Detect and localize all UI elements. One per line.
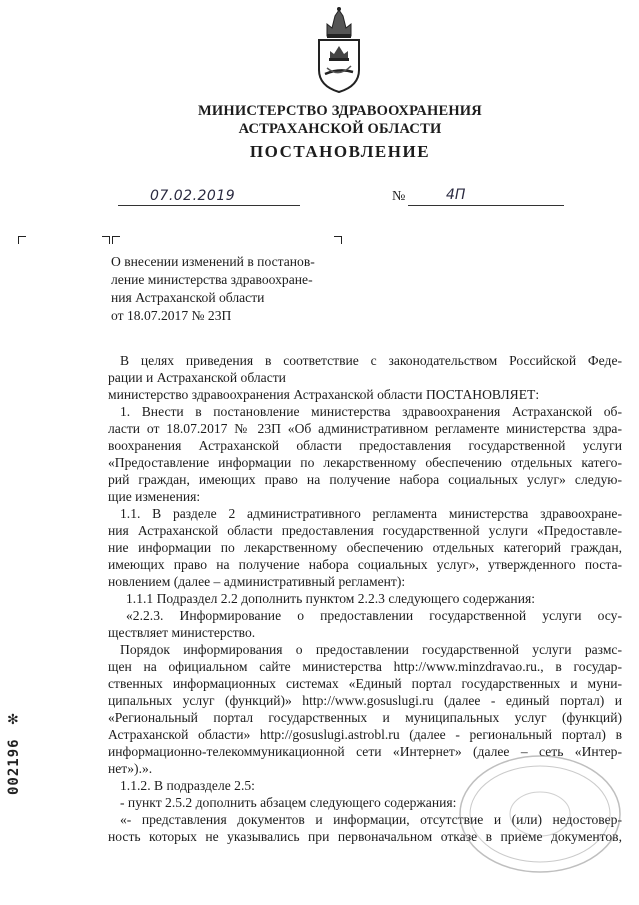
subject-line: ния Астраханской области — [111, 290, 265, 305]
body-line: нет»).». — [108, 761, 153, 776]
body-line: ципальных услуг (функций)» http://www.gosuslugi.ru (далее - единый портал) и — [108, 693, 622, 708]
date-underline — [118, 205, 300, 206]
body-line: щие изменения: — [108, 489, 201, 504]
document-type: ПОСТАНОВЛЕНИЕ — [249, 142, 431, 161]
body-line: ществляет министерство. — [108, 625, 256, 640]
subject-line: от 18.07.2017 № 23П — [111, 308, 232, 323]
body-line: «- представления документов и информации, отсутствие и (или) недостовер- — [120, 812, 622, 827]
body-line: рий граждан, имеющих право на получение набора социальных услуг» следую- — [108, 472, 622, 487]
body-line: 1. Внести в постановление министерства здравоохранения Астраханской об- — [120, 404, 622, 419]
body-line: щен на официальном сайте министерства http://www.minzdravao.ru., в государ- — [108, 659, 622, 674]
body-line: 1.1.2. В подразделе 2.5: — [120, 778, 255, 793]
ministry-name-line1: МИНИСТЕРСТВО ЗДРАВООХРАНЕНИЯ — [198, 103, 482, 119]
number-underline — [408, 205, 564, 206]
body-line: 1.1.1 Подраздел 2.2 дополнить пунктом 2.2.3 следующего содержания: — [126, 591, 535, 606]
corner-mark — [18, 236, 26, 244]
body-line: информационно-телекоммуникационной сети «Интернет» (далее – сеть «Интер- — [108, 744, 622, 759]
body-line: ния Астраханской области предоставления государственной услуги «Предоставле- — [108, 523, 622, 538]
body-line: министерство здравоохранения Астраханской области ПОСТАНОВЛЯЕТ: — [108, 387, 540, 402]
body-line: имеющих право на получение набора социальных услуг», утвержденного поста- — [108, 557, 622, 572]
document-subject — [111, 253, 351, 325]
subject-line: О внесении изменений в постанов- — [111, 254, 315, 269]
corner-mark — [112, 236, 120, 244]
body-line: ласти от 18.07.2017 № 23П «Об административном регламенте министерства здра- — [108, 421, 622, 436]
corner-mark — [102, 236, 110, 244]
body-line: рации и Астраханской области — [108, 370, 286, 385]
body-line: ние информации по лекарственному обеспечению отдельных категорий граждан, — [108, 540, 622, 555]
body-line: ственных информационных системах «Единый портал государственных и муни- — [108, 676, 622, 691]
body-line: - пункт 2.5.2 дополнить абзацем следующего содержания: — [120, 795, 457, 810]
body-line: «Региональный портал государственных и муниципальных услуг (функций) — [108, 710, 622, 725]
body-line: 1.1. В разделе 2 административного регламента министерства здравоохране- — [120, 506, 622, 521]
document-number: 4П — [446, 187, 466, 203]
subject-line: ление министерства здравоохране- — [111, 272, 313, 287]
body-line: новлением (далее – административный регламент): — [108, 574, 406, 589]
ministry-name-line2: АСТРАХАНСКОЙ ОБЛАСТИ — [238, 121, 442, 137]
body-line: «2.2.3. Информирование о предоставлении государственной услуги осу- — [126, 608, 622, 623]
body-line: Астраханской области» http://gosuslugi.astrobl.ru (далее - региональный портал) в — [108, 727, 622, 742]
official-stamp-icon — [448, 736, 628, 876]
star-mark: ✻ — [7, 713, 19, 728]
serial-number: 002196 — [6, 738, 22, 795]
body-line: ность которых не указывались при первоначальном отказе в приеме документов, — [108, 829, 622, 844]
corner-mark — [334, 236, 342, 244]
number-label: № — [392, 189, 406, 204]
document-date: 07.02.2019 — [150, 188, 236, 204]
body-line: воохранения Астраханской области предоставления государственной услуги — [108, 438, 622, 453]
body-line: Порядок информирования о предоставлении государственной услуги размс- — [120, 642, 622, 657]
body-line: «Предоставление информации по лекарственному обеспечению отдельных катего- — [108, 455, 622, 470]
coat-of-arms-icon — [313, 6, 365, 94]
body-line: В целях приведения в соответствие с законодательством Российской Феде- — [120, 353, 622, 368]
